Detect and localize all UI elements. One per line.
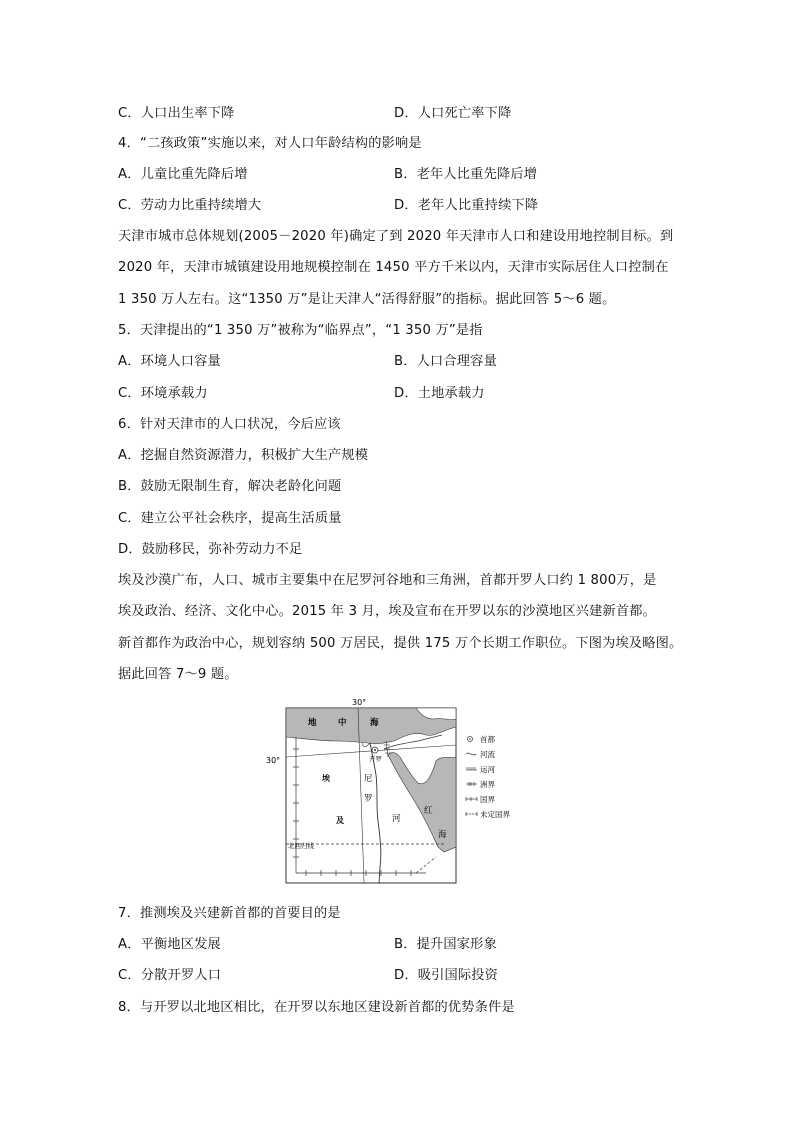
q7-option-d: D．吸引国际投资 <box>394 968 499 983</box>
q6-option-c: C．建立公平社会秩序，提高生活质量 <box>118 511 342 526</box>
q8-stem: 8．与开罗以北地区相比，在开罗以东地区建设新首都的优势条件是 <box>118 1000 515 1015</box>
passage2-line-4: 据此回答 7～9 题。 <box>118 667 238 682</box>
map-longitude-label: 30° <box>352 698 367 707</box>
continent-boundary-icon <box>466 782 477 786</box>
passage2-line-2: 埃及政治、经济、文化中心。2015 年 3 月，埃及宣布在开罗以东的沙漠地区兴建新首都。 <box>118 604 657 619</box>
q7-stem: 7．推测埃及兴建新首都的首要目的是 <box>118 906 341 921</box>
passage2-line-1: 埃及沙漠广布，人口、城市主要集中在尼罗河谷地和三角洲，首都开罗人口约 1 800万，是 <box>118 573 657 588</box>
q5-option-a: A．环境人口容量 <box>118 354 221 369</box>
country-label-1: 埃 <box>322 774 330 783</box>
passage1-line-3: 1 350 万人左右。这“1350 万”是让天津人“活得舒服”的指标。据此回答 5～6 题。 <box>118 292 616 307</box>
canal-line-icon <box>466 767 477 770</box>
q5-option-c: C．环境承载力 <box>118 386 208 401</box>
red-sea-label-1: 红 <box>424 806 433 816</box>
map-latitude-label: 30° <box>266 756 281 765</box>
legend-river <box>466 749 495 759</box>
q7-option-b: B．提升国家形象 <box>394 937 497 952</box>
country-label-2: 及 <box>336 816 344 825</box>
q4-stem: 4．“二孩政策”实施以来，对人口年龄结构的影响是 <box>118 136 422 151</box>
passage1-line-1: 天津市城市总体规划(2005－2020 年)确定了到 2020 年天津市人口和建设用地控制目标。到 <box>118 229 674 244</box>
legend-canal <box>466 765 495 774</box>
egypt-map-svg <box>266 697 526 887</box>
q7-option-a: A．平衡地区发展 <box>118 937 221 952</box>
q5-stem: 5．天津提出的“1 350 万”被称为“临界点”，“1 350 万”是指 <box>118 323 483 338</box>
legend-national-label: 国界 <box>480 795 495 804</box>
q4-option-d: D．老年人比重持续下降 <box>394 198 539 213</box>
q5-option-b: B．人口合理容量 <box>394 354 497 369</box>
nile-label-3: 河 <box>392 814 401 824</box>
q4-option-b: B．老年人比重先降后增 <box>394 167 538 182</box>
passage2-line-3: 新首都作为政治中心，规划容纳 500 万居民，提供 175 万个长期工作职位。下图为埃及略图。 <box>118 636 683 651</box>
red-sea-label-2: 海 <box>438 830 447 840</box>
capital-symbol-dot <box>374 749 376 751</box>
q6-option-a: A．挖掘自然资源潜力，积极扩大生产规模 <box>118 448 369 463</box>
legend-undetermined <box>466 809 510 819</box>
q3-option-c: C．人口出生率下降 <box>118 106 235 121</box>
map-legend <box>466 734 510 819</box>
legend-continent <box>466 779 495 789</box>
legend-national <box>466 795 495 804</box>
mediterranean-label-2: 中 <box>338 718 347 728</box>
q5-option-d: D．土地承载力 <box>394 386 485 401</box>
tropic-label: 北回归线 <box>288 842 314 850</box>
legend-canal-label: 运河 <box>480 765 495 774</box>
legend-capital <box>468 734 496 744</box>
legend-river-label: 河流 <box>480 750 495 759</box>
national-boundary-icon <box>466 797 477 801</box>
q4-option-a: A．儿童比重先降后增 <box>118 167 248 182</box>
q6-option-d: D．鼓励移民，弥补劳动力不足 <box>118 542 303 557</box>
mediterranean-label-1: 地 <box>308 718 317 728</box>
undetermined-boundary-icon <box>466 812 477 816</box>
capital-label: 开罗 <box>369 755 382 763</box>
q3-option-d: D．人口死亡率下降 <box>394 106 512 121</box>
mediterranean-label-3: 海 <box>370 718 379 728</box>
q6-stem: 6．针对天津市的人口状况，今后应该 <box>118 417 341 432</box>
river-line-icon <box>466 753 476 755</box>
legend-continent-label: 洲界 <box>480 780 495 789</box>
q7-option-c: C．分散开罗人口 <box>118 968 222 983</box>
passage1-line-2: 2020 年，天津市城镇建设用地规模控制在 1450 平方千米以内，天津市实际居住人口控制在 <box>118 260 669 275</box>
egypt-map <box>266 697 526 887</box>
q4-option-c: C．劳动力比重持续增大 <box>118 198 262 213</box>
nile-label-2: 罗 <box>364 794 373 804</box>
q6-option-b: B．鼓励无限制生育，解决老龄化问题 <box>118 479 342 494</box>
legend-capital-label: 首都 <box>480 735 495 744</box>
nile-label-1: 尼 <box>364 774 373 784</box>
legend-undetermined-label: 未定国界 <box>480 810 510 819</box>
